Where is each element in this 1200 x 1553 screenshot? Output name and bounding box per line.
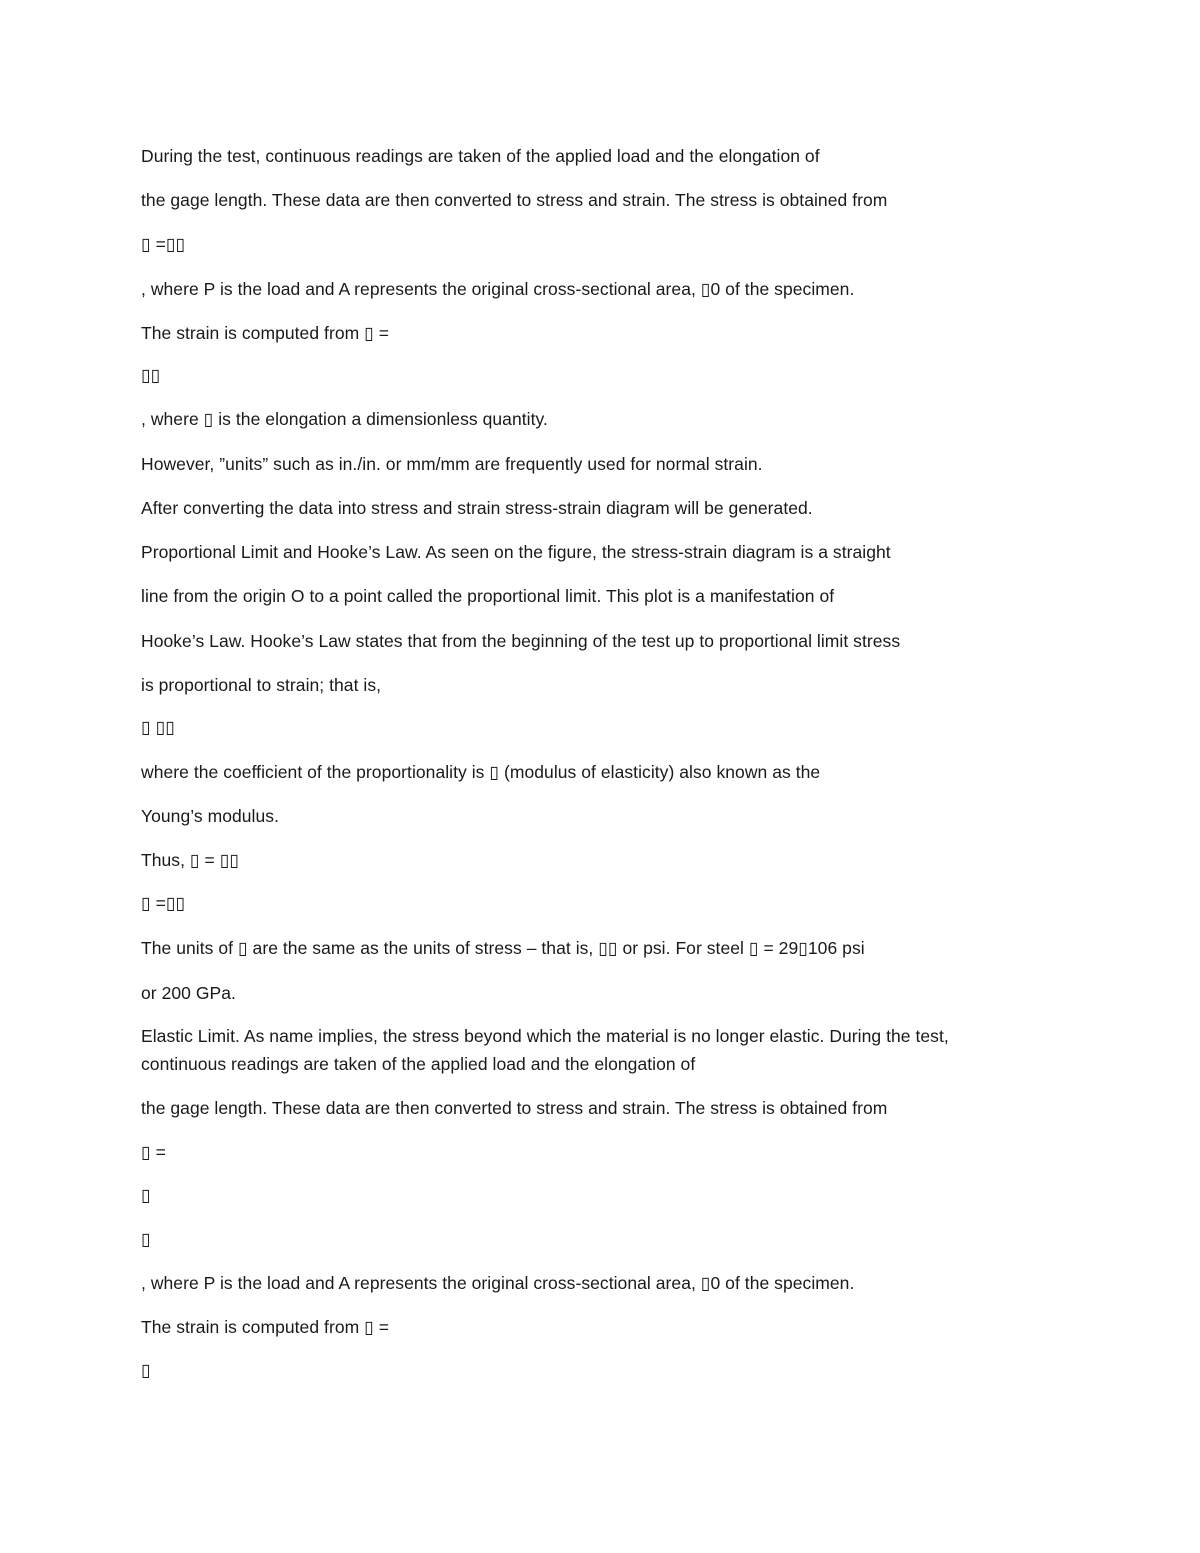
text-line: However, ”units” such as in./in. or mm/mm are frequently used for normal strain.: [141, 454, 763, 474]
equation-line: ▯ ▯▯: [141, 717, 175, 737]
equation-line: ▯: [141, 1185, 151, 1205]
text-line: Elastic Limit. As name implies, the stress beyond which the material is no longer elastic. During the test,: [141, 1026, 949, 1046]
text-line: Young’s modulus.: [141, 806, 279, 826]
text-line: , where ▯ is the elongation a dimensionless quantity.: [141, 409, 548, 429]
text-line: , where P is the load and A represents the original cross-sectional area, ▯0 of the specimen.: [141, 279, 855, 299]
text-line: continuous readings are taken of the applied load and the elongation of: [141, 1054, 696, 1074]
text-line: The units of ▯ are the same as the units of stress – that is, ▯▯ or psi. For steel ▯ = 29▯106 psi: [141, 938, 865, 958]
equation-line: ▯ =▯▯: [141, 234, 186, 254]
equation-line: ▯: [141, 1360, 151, 1380]
text-line: the gage length. These data are then converted to stress and strain. The stress is obtained from: [141, 1098, 888, 1118]
equation-line: Thus, ▯ = ▯▯: [141, 850, 240, 870]
equation-line: ▯▯: [141, 365, 161, 385]
text-line: The strain is computed from ▯ =: [141, 1317, 390, 1337]
equation-line: ▯ =: [141, 1142, 166, 1162]
text-line: Hooke’s Law. Hooke’s Law states that from the beginning of the test up to proportional limit stress: [141, 631, 901, 651]
text-line: The strain is computed from ▯ =: [141, 323, 390, 343]
text-line: line from the origin O to a point called the proportional limit. This plot is a manifestation of: [141, 586, 835, 606]
equation-line: ▯ =▯▯: [141, 893, 186, 913]
text-line: or 200 GPa.: [141, 983, 236, 1003]
text-line: After converting the data into stress and strain stress-strain diagram will be generated.: [141, 498, 813, 518]
text-line: , where P is the load and A represents the original cross-sectional area, ▯0 of the specimen.: [141, 1273, 855, 1293]
text-line: is proportional to strain; that is,: [141, 675, 382, 695]
text-line: where the coefficient of the proportionality is ▯ (modulus of elasticity) also known as the: [141, 762, 821, 782]
text-line: During the test, continuous readings are taken of the applied load and the elongation of: [141, 146, 820, 166]
text-line: Proportional Limit and Hooke’s Law. As seen on the figure, the stress-strain diagram is a straight: [141, 542, 891, 562]
equation-line: ▯: [141, 1229, 151, 1249]
text-line: the gage length. These data are then converted to stress and strain. The stress is obtained from: [141, 190, 888, 210]
